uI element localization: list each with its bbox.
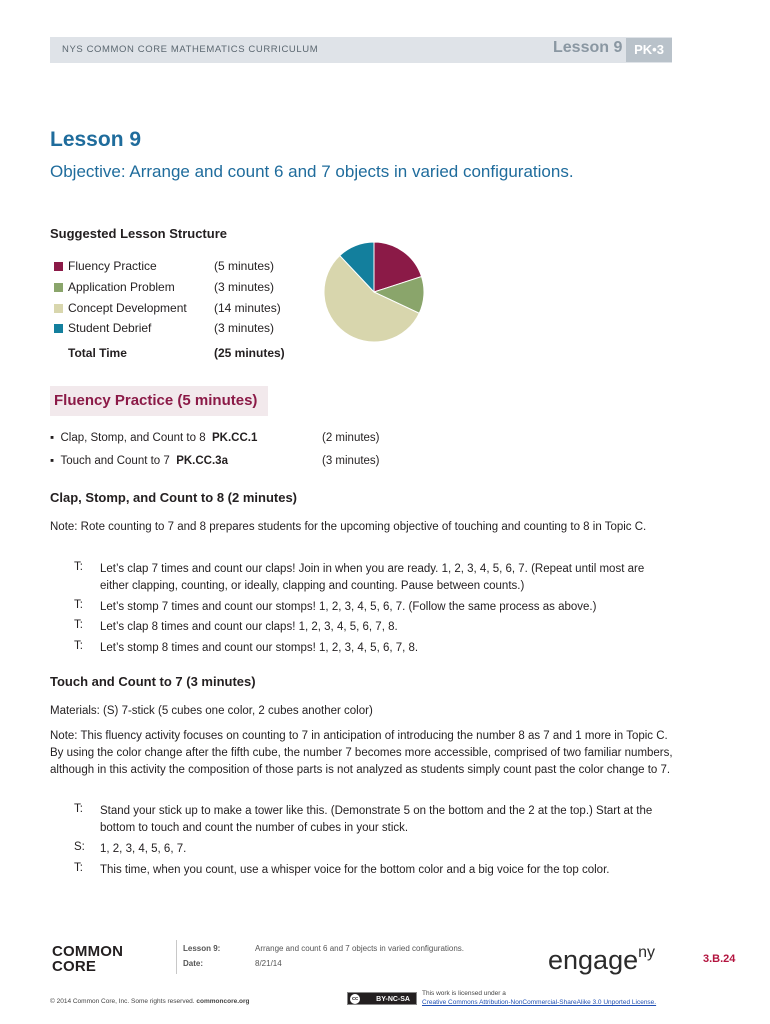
grade-module-badge: PK•3 — [626, 38, 672, 62]
structure-label: Application Problem — [68, 280, 175, 294]
structure-label: Concept Development — [68, 301, 187, 315]
bullet-marker: ▪ — [50, 432, 61, 444]
section2-materials: Materials: (S) 7-stick (5 cubes one color, 2 cubes another color) — [50, 705, 373, 717]
dialogue-text: Stand your stick up to make a tower like this. (Demonstrate 5 on the bottom and the 2 at the top.) Start at the bottom to touch and count the number of cubes in your stick. — [100, 805, 653, 834]
total-minutes: (25 minutes) — [214, 346, 285, 360]
footer-divider — [176, 940, 177, 974]
section-heading-clap-stomp: Clap, Stomp, and Count to 8 (2 minutes) — [50, 490, 297, 505]
dialogue-text: Let’s clap 8 times and count our claps! 1, 2, 3, 4, 5, 6, 7, 8. — [100, 621, 398, 633]
bullet-minutes: (2 minutes) — [322, 432, 380, 444]
cc-icon: cc — [351, 996, 359, 1002]
fluency-heading: Fluency Practice (5 minutes) — [54, 392, 258, 409]
lesson-structure-heading: Suggested Lesson Structure — [50, 226, 227, 241]
section1-note: Note: Rote counting to 7 and 8 prepares students for the upcoming objective of touching and counting to 8 in Topic C. — [50, 521, 647, 533]
dialogue-text: Let’s stomp 7 times and count our stomps! 1, 2, 3, 4, 5, 6, 7. (Follow the same process as above.) — [100, 601, 597, 613]
logo-line-2: CORE — [52, 958, 97, 975]
speaker-label: T: — [74, 862, 83, 874]
copyright-site: commoncore.org — [196, 998, 250, 1005]
speaker-label: T: — [74, 803, 83, 815]
footer-lesson-value: Arrange and count 6 and 7 objects in varied configurations. — [255, 944, 465, 953]
copyright-notice — [50, 998, 250, 1005]
footer-lesson-key: Lesson 9: — [183, 944, 221, 953]
structure-minutes: (14 minutes) — [214, 301, 281, 315]
fluency-bullet — [50, 455, 228, 467]
engageny-logo — [548, 944, 655, 976]
page-number: 3.B.24 — [703, 953, 736, 965]
speaker-label: S: — [74, 841, 85, 853]
dialogue-text: 1, 2, 3, 4, 5, 6, 7. — [100, 843, 187, 855]
bullet-standard: PK.CC.1 — [211, 432, 258, 444]
dialogue-text: Let’s clap 7 times and count our claps! Join in when you are ready. 1, 2, 3, 4, 5, 6, 7. (Repeat until most are either clapping, counting, or ideally, clapping and counting. Pause between counts.) — [100, 563, 645, 592]
speaker-label: T: — [74, 619, 83, 631]
bullet-marker: ▪ — [50, 455, 61, 467]
concept-swatch — [54, 304, 63, 313]
structure-minutes: (5 minutes) — [214, 259, 275, 273]
engage-ny-text: ny — [638, 944, 656, 961]
cc-badge-text: BY-NC-SA — [376, 996, 410, 1003]
structure-minutes: (3 minutes) — [214, 280, 275, 294]
speaker-label: T: — [74, 640, 83, 652]
structure-minutes: (3 minutes) — [214, 321, 275, 335]
header-lesson: Lesson 9 — [553, 39, 623, 56]
total-label: Total Time — [68, 346, 127, 360]
common-core-logo — [52, 944, 123, 974]
fluency-bullet — [50, 432, 257, 444]
engage-text: engage — [548, 945, 639, 975]
footer-date-key: Date: — [183, 959, 204, 968]
bullet-text: Touch and Count to 7 — [60, 455, 173, 467]
copyright-text: © 2014 Common Core, Inc. Some rights reserved. — [50, 998, 197, 1005]
structure-label: Student Debrief — [68, 321, 152, 335]
lesson-title: Lesson 9 — [50, 128, 142, 151]
section-heading-touch-count: Touch and Count to 7 (3 minutes) — [50, 674, 256, 689]
footer-date-value: 8/21/14 — [255, 959, 282, 968]
bullet-minutes: (3 minutes) — [322, 455, 380, 467]
application-swatch — [54, 283, 63, 292]
license-link[interactable]: Creative Commons Attribution-NonCommercial-ShareAlike 3.0 Unported License. — [422, 999, 657, 1006]
fluency-swatch — [54, 262, 63, 271]
header-curriculum: NYS COMMON CORE MATHEMATICS CURRICULUM — [62, 44, 319, 55]
section2-note: Note: This fluency activity focuses on counting to 7 in anticipation of introducing the number 8 as 7 and 1 more in Topic C. By using the color change after the fifth cube, the number 7 becomes more accessible, comprised of two familiar numbers, although in this activity the composition of those parts is not analyzed as students simply count past the color change to 7. — [50, 730, 673, 776]
objective: Objective: Arrange and count 6 and 7 objects in varied configurations. — [50, 162, 574, 181]
debrief-swatch — [54, 324, 63, 333]
speaker-label: T: — [74, 599, 83, 611]
bullet-standard: PK.CC.3a — [176, 455, 228, 467]
dialogue-text: This time, when you count, use a whisper voice for the bottom color and a big voice for the top color. — [100, 864, 610, 876]
license-text: This work is licensed under a — [422, 990, 506, 997]
cc-license-badge — [347, 992, 417, 1005]
bullet-text: Clap, Stomp, and Count to 8 — [60, 432, 209, 444]
logo-line-1: COMMON — [52, 943, 124, 960]
structure-label: Fluency Practice — [68, 259, 157, 273]
speaker-label: T: — [74, 561, 83, 573]
dialogue-text: Let’s stomp 8 times and count our stomps! 1, 2, 3, 4, 5, 6, 7, 8. — [100, 642, 419, 654]
lesson-structure-pie-chart — [322, 240, 426, 344]
